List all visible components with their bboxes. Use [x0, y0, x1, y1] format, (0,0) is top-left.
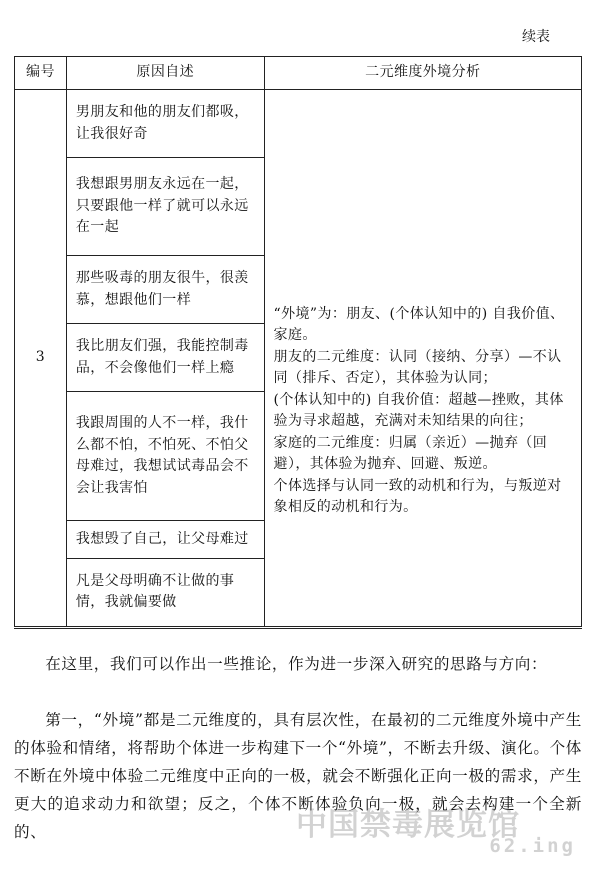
analysis-line: 个体选择与认同一致的动机和行为，与叛逆对象相反的动机和行为。: [273, 477, 562, 515]
analysis-cell: [264, 90, 581, 627]
reason-cell: 我想毁了自己，让父母难过: [66, 521, 264, 559]
reason-cell: 男朋友和他的朋友们都吸，让我很好奇: [66, 90, 264, 158]
table-bottom-rule: [14, 628, 582, 629]
reason-cell: 我想跟男朋友永远在一起，只要跟他一样了就可以永远在一起: [66, 158, 264, 256]
header-analysis: 二元维度外境分析: [264, 57, 581, 90]
row-number-cell: 3: [15, 90, 67, 627]
watermark-domain: 62.ing: [489, 835, 576, 857]
watermark-logo: 中国禁毒展览馆: [296, 807, 520, 843]
body-paragraph: 第一，“外境”都是二元维度的，具有层次性，在最初的二元维度外境中产生的体验和情绪，将帮助个体进一步构建下一个“外境”，不断去升级、演化。个体不断在外境中体验二元维度中正向的一极，就会不断强化正向一极的需求，产生更大的追求动力和欲望；反之，个体不断体验负向一极，就会去构建一个全新的、: [14, 711, 582, 841]
reason-cell: 凡是父母明确不让做的事情，我就偏要做: [66, 558, 264, 626]
table-row: [15, 90, 582, 158]
header-number: 编号: [15, 57, 67, 90]
reasons-analysis-table: [14, 56, 582, 627]
analysis-line: (个体认知中的) 自我价值：超越—挫败，其体验为寻求超越，充满对未知结果的向往；: [273, 391, 564, 429]
header-reason: 原因自述: [66, 57, 264, 90]
analysis-line: “外境”为：朋友、(个体认知中的) 自我价值、家庭。: [273, 305, 565, 343]
reason-cell: 我比朋友们强，我能控制毒品，不会像他们一样上瘾: [66, 324, 264, 392]
continued-table-label: 续表: [522, 29, 550, 45]
reason-cell: 我跟周围的人不一样，我什么都不怕，不怕死、不怕父母难过，我想试试毒品会不会让我害怕: [66, 392, 264, 521]
table-header-row: [15, 57, 582, 90]
reason-cell: 那些吸毒的朋友很牛，很羡慕，想跟他们一样: [66, 256, 264, 324]
body-paragraph: 在这里，我们可以作出一些推论，作为进一步深入研究的思路与方向：: [45, 655, 548, 673]
analysis-line: 家庭的二元维度：归属（亲近）—抛弃（回避），其体验为抛弃、回避、叛逆。: [273, 434, 548, 472]
analysis-line: 朋友的二元维度：认同（接纳、分享）—不认同（排斥、否定），其体验为认同；: [273, 348, 562, 386]
